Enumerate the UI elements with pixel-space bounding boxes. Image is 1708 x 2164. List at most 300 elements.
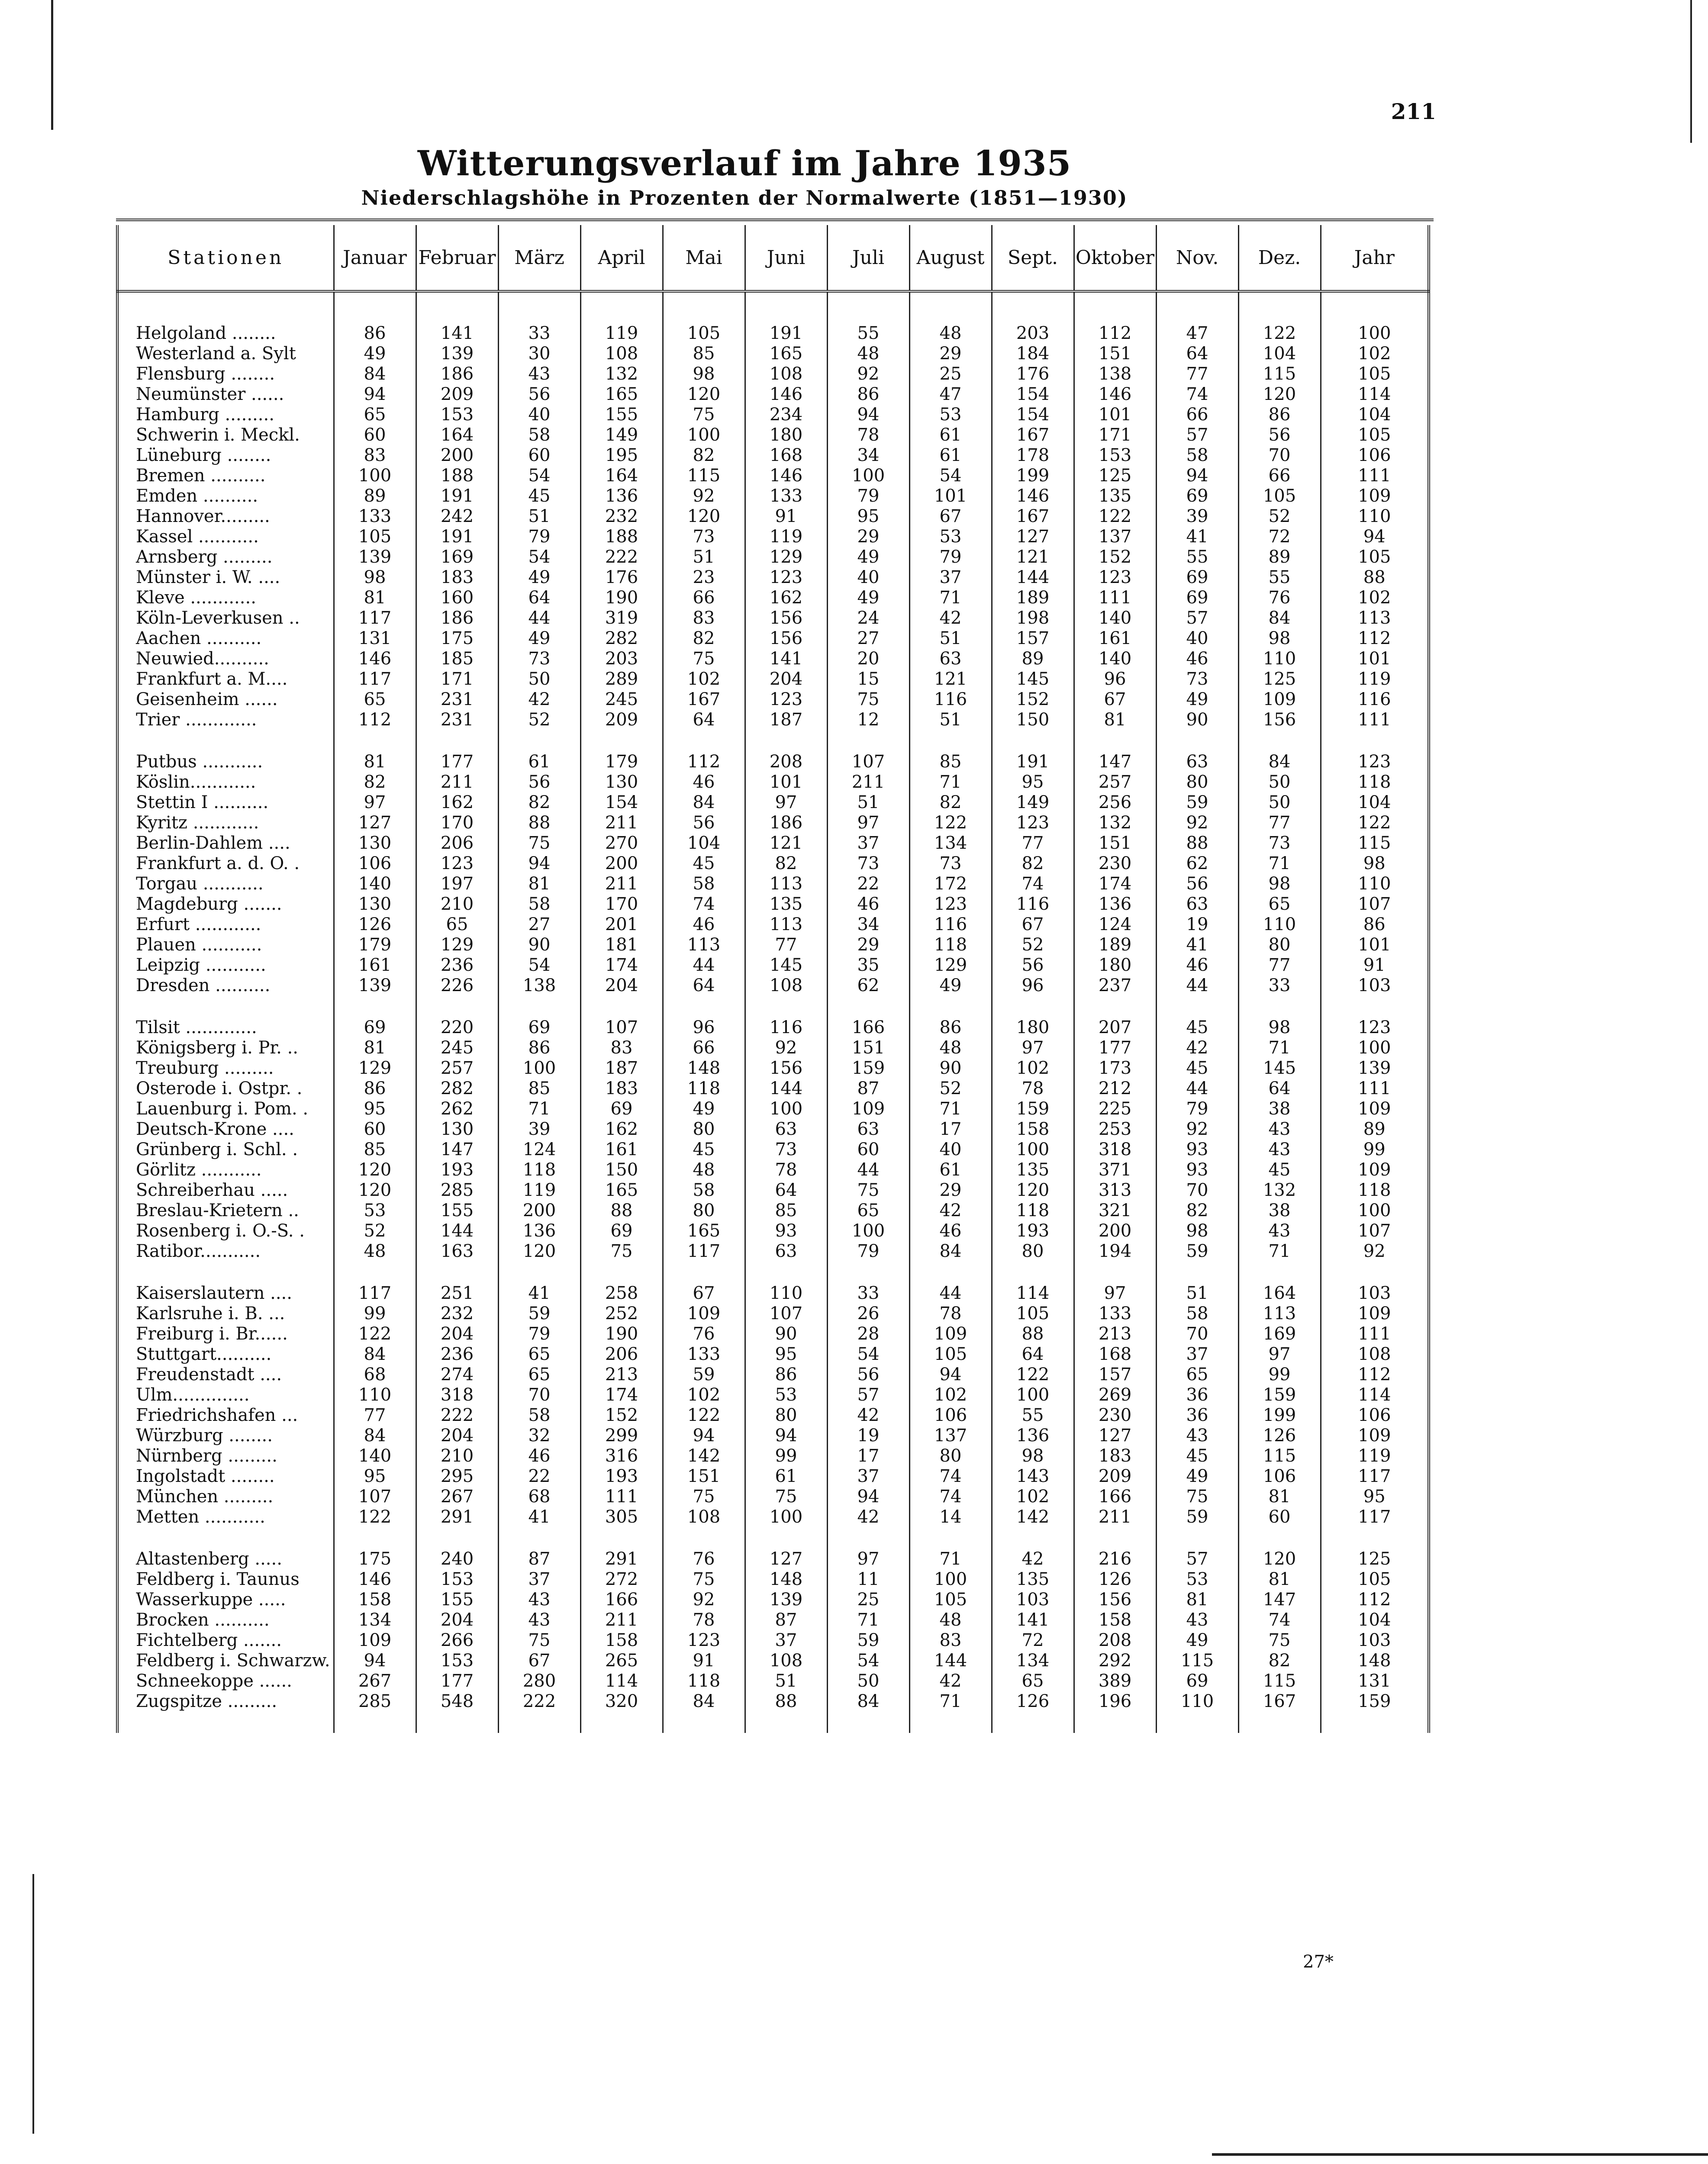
value-cell: 105 bbox=[663, 323, 745, 343]
value-cell: 109 bbox=[663, 1303, 745, 1324]
value-cell: 149 bbox=[992, 792, 1074, 812]
value-cell: 75 bbox=[1156, 1486, 1238, 1507]
station-name: München ......... bbox=[117, 1486, 334, 1507]
value-cell: 107 bbox=[334, 1486, 416, 1507]
value-cell: 95 bbox=[992, 772, 1074, 792]
value-cell: 102 bbox=[992, 1486, 1074, 1507]
station-name: Feldberg i. Schwarzw. bbox=[117, 1650, 334, 1671]
value-cell: 211 bbox=[416, 772, 498, 792]
table-row bbox=[117, 975, 1429, 995]
value-cell: 209 bbox=[580, 709, 663, 730]
value-cell: 204 bbox=[745, 669, 827, 689]
value-cell: 129 bbox=[909, 955, 992, 975]
value-cell: 82 bbox=[992, 853, 1074, 873]
value-cell: 78 bbox=[745, 1159, 827, 1180]
value-cell: 105 bbox=[1321, 1569, 1429, 1589]
table-row bbox=[117, 1324, 1429, 1344]
value-cell: 100 bbox=[334, 465, 416, 486]
value-cell: 29 bbox=[827, 526, 909, 547]
value-cell: 56 bbox=[1156, 873, 1238, 894]
value-cell: 181 bbox=[580, 934, 663, 955]
table-row bbox=[117, 1058, 1429, 1078]
value-cell: 86 bbox=[334, 323, 416, 343]
spacer-cell bbox=[1074, 1711, 1156, 1733]
value-cell: 92 bbox=[663, 1589, 745, 1610]
station-name: Lüneburg ........ bbox=[117, 445, 334, 465]
table-row bbox=[117, 833, 1429, 853]
value-cell: 66 bbox=[1156, 404, 1238, 425]
value-cell: 159 bbox=[1238, 1385, 1321, 1405]
value-cell: 199 bbox=[992, 465, 1074, 486]
value-cell: 58 bbox=[1156, 1303, 1238, 1324]
value-cell: 119 bbox=[580, 323, 663, 343]
value-cell: 82 bbox=[334, 772, 416, 792]
value-cell: 121 bbox=[745, 833, 827, 853]
value-cell: 44 bbox=[827, 1159, 909, 1180]
value-cell: 120 bbox=[663, 384, 745, 404]
value-cell: 48 bbox=[909, 1610, 992, 1630]
value-cell: 129 bbox=[745, 547, 827, 567]
value-cell: 169 bbox=[416, 547, 498, 567]
value-cell: 270 bbox=[580, 833, 663, 853]
value-cell: 52 bbox=[498, 709, 580, 730]
value-cell: 54 bbox=[498, 955, 580, 975]
value-cell: 175 bbox=[334, 1549, 416, 1569]
value-cell: 189 bbox=[992, 587, 1074, 608]
spacer-cell bbox=[1156, 1527, 1238, 1549]
value-cell: 49 bbox=[1156, 689, 1238, 709]
column-header: Nov. bbox=[1156, 225, 1238, 291]
value-cell: 189 bbox=[1074, 934, 1156, 955]
spacer-cell bbox=[745, 730, 827, 751]
value-cell: 48 bbox=[334, 1241, 416, 1261]
value-cell: 45 bbox=[498, 486, 580, 506]
value-cell: 143 bbox=[992, 1466, 1074, 1486]
spacer-cell bbox=[580, 1711, 663, 1733]
value-cell: 60 bbox=[334, 1119, 416, 1139]
value-cell: 251 bbox=[416, 1283, 498, 1303]
spacer-cell bbox=[663, 1261, 745, 1283]
value-cell: 53 bbox=[1156, 1569, 1238, 1589]
value-cell: 82 bbox=[909, 792, 992, 812]
value-cell: 99 bbox=[334, 1303, 416, 1324]
value-cell: 193 bbox=[580, 1466, 663, 1486]
station-name: Treuburg ......... bbox=[117, 1058, 334, 1078]
value-cell: 130 bbox=[580, 772, 663, 792]
value-cell: 77 bbox=[1238, 955, 1321, 975]
spacer-cell bbox=[580, 1527, 663, 1549]
value-cell: 71 bbox=[1238, 1241, 1321, 1261]
table-row bbox=[117, 1466, 1429, 1486]
value-cell: 101 bbox=[745, 772, 827, 792]
spacer-cell bbox=[416, 995, 498, 1017]
spacer-cell bbox=[1321, 1711, 1429, 1733]
value-cell: 107 bbox=[745, 1303, 827, 1324]
spacer-cell bbox=[1156, 995, 1238, 1017]
value-cell: 171 bbox=[416, 669, 498, 689]
value-cell: 80 bbox=[745, 1405, 827, 1425]
value-cell: 117 bbox=[1321, 1507, 1429, 1527]
value-cell: 40 bbox=[827, 567, 909, 587]
group-spacer-row bbox=[117, 1711, 1429, 1733]
value-cell: 58 bbox=[1156, 445, 1238, 465]
table-row bbox=[117, 526, 1429, 547]
value-cell: 167 bbox=[1238, 1691, 1321, 1711]
value-cell: 94 bbox=[745, 1425, 827, 1446]
value-cell: 107 bbox=[1321, 894, 1429, 914]
value-cell: 29 bbox=[909, 1180, 992, 1200]
value-cell: 55 bbox=[992, 1405, 1074, 1425]
value-cell: 98 bbox=[334, 567, 416, 587]
table-row bbox=[117, 934, 1429, 955]
value-cell: 118 bbox=[1321, 1180, 1429, 1200]
value-cell: 146 bbox=[745, 384, 827, 404]
value-cell: 208 bbox=[745, 751, 827, 772]
value-cell: 88 bbox=[992, 1324, 1074, 1344]
table-row bbox=[117, 1200, 1429, 1220]
value-cell: 110 bbox=[1238, 648, 1321, 669]
value-cell: 226 bbox=[416, 975, 498, 995]
value-cell: 110 bbox=[1321, 506, 1429, 526]
value-cell: 236 bbox=[416, 955, 498, 975]
spacer-cell bbox=[498, 730, 580, 751]
value-cell: 15 bbox=[827, 669, 909, 689]
spacer-cell bbox=[1238, 1711, 1321, 1733]
spacer-cell bbox=[745, 995, 827, 1017]
value-cell: 81 bbox=[498, 873, 580, 894]
value-cell: 145 bbox=[745, 955, 827, 975]
value-cell: 151 bbox=[827, 1037, 909, 1058]
page-footnote: 27* bbox=[1303, 1952, 1334, 1972]
value-cell: 72 bbox=[1238, 526, 1321, 547]
value-cell: 81 bbox=[1074, 709, 1156, 730]
value-cell: 78 bbox=[827, 425, 909, 445]
table-row bbox=[117, 1220, 1429, 1241]
value-cell: 82 bbox=[1156, 1200, 1238, 1220]
value-cell: 179 bbox=[580, 751, 663, 772]
value-cell: 85 bbox=[909, 751, 992, 772]
value-cell: 52 bbox=[909, 1078, 992, 1098]
value-cell: 56 bbox=[498, 384, 580, 404]
value-cell: 94 bbox=[1321, 526, 1429, 547]
value-cell: 156 bbox=[1074, 1589, 1156, 1610]
spacer-cell bbox=[827, 1711, 909, 1733]
value-cell: 165 bbox=[745, 343, 827, 364]
value-cell: 114 bbox=[992, 1283, 1074, 1303]
precipitation-table bbox=[116, 225, 1430, 1733]
value-cell: 94 bbox=[827, 404, 909, 425]
station-name: Magdeburg ....... bbox=[117, 894, 334, 914]
value-cell: 64 bbox=[663, 709, 745, 730]
spacer-cell bbox=[909, 1261, 992, 1283]
table-row bbox=[117, 751, 1429, 772]
table-row bbox=[117, 445, 1429, 465]
value-cell: 83 bbox=[334, 445, 416, 465]
value-cell: 80 bbox=[909, 1446, 992, 1466]
value-cell: 92 bbox=[745, 1037, 827, 1058]
value-cell: 85 bbox=[745, 1200, 827, 1220]
value-cell: 140 bbox=[1074, 608, 1156, 628]
value-cell: 318 bbox=[1074, 1139, 1156, 1159]
value-cell: 63 bbox=[1156, 751, 1238, 772]
value-cell: 51 bbox=[745, 1671, 827, 1691]
table-row bbox=[117, 1549, 1429, 1569]
spacer-cell bbox=[827, 1261, 909, 1283]
value-cell: 39 bbox=[498, 1119, 580, 1139]
value-cell: 146 bbox=[1074, 384, 1156, 404]
value-cell: 122 bbox=[663, 1405, 745, 1425]
table-row bbox=[117, 772, 1429, 792]
value-cell: 88 bbox=[580, 1200, 663, 1220]
table-row bbox=[117, 465, 1429, 486]
spacer-cell bbox=[663, 1527, 745, 1549]
value-cell: 133 bbox=[1074, 1303, 1156, 1324]
value-cell: 52 bbox=[1238, 506, 1321, 526]
value-cell: 285 bbox=[334, 1691, 416, 1711]
station-name: Kyritz ............ bbox=[117, 812, 334, 833]
value-cell: 105 bbox=[1321, 364, 1429, 384]
value-cell: 234 bbox=[745, 404, 827, 425]
value-cell: 209 bbox=[416, 384, 498, 404]
value-cell: 45 bbox=[1238, 1159, 1321, 1180]
value-cell: 73 bbox=[1156, 669, 1238, 689]
table-row bbox=[117, 1650, 1429, 1671]
station-name: Münster i. W. .... bbox=[117, 567, 334, 587]
value-cell: 85 bbox=[498, 1078, 580, 1098]
value-cell: 79 bbox=[1156, 1098, 1238, 1119]
value-cell: 54 bbox=[827, 1650, 909, 1671]
value-cell: 42 bbox=[909, 1200, 992, 1220]
spacer-cell bbox=[663, 730, 745, 751]
value-cell: 93 bbox=[1156, 1139, 1238, 1159]
value-cell: 126 bbox=[334, 914, 416, 934]
value-cell: 111 bbox=[1321, 709, 1429, 730]
spacer-cell bbox=[1321, 291, 1429, 323]
value-cell: 280 bbox=[498, 1671, 580, 1691]
value-cell: 80 bbox=[1156, 772, 1238, 792]
spacer-cell bbox=[1074, 291, 1156, 323]
value-cell: 79 bbox=[827, 486, 909, 506]
value-cell: 57 bbox=[1156, 608, 1238, 628]
value-cell: 142 bbox=[663, 1446, 745, 1466]
table-row bbox=[117, 567, 1429, 587]
station-name: Ulm.............. bbox=[117, 1385, 334, 1405]
value-cell: 132 bbox=[1238, 1180, 1321, 1200]
value-cell: 122 bbox=[1238, 323, 1321, 343]
value-cell: 168 bbox=[745, 445, 827, 465]
value-cell: 146 bbox=[334, 648, 416, 669]
spacer-cell bbox=[580, 291, 663, 323]
spacer-cell bbox=[580, 1261, 663, 1283]
value-cell: 282 bbox=[580, 628, 663, 648]
value-cell: 69 bbox=[1156, 587, 1238, 608]
spacer-cell bbox=[663, 291, 745, 323]
station-name: Altastenberg ..... bbox=[117, 1549, 334, 1569]
value-cell: 204 bbox=[416, 1610, 498, 1630]
table-row bbox=[117, 608, 1429, 628]
value-cell: 45 bbox=[663, 853, 745, 873]
value-cell: 106 bbox=[334, 853, 416, 873]
station-name: Ratibor........... bbox=[117, 1241, 334, 1261]
value-cell: 136 bbox=[1074, 894, 1156, 914]
value-cell: 120 bbox=[498, 1241, 580, 1261]
value-cell: 81 bbox=[1238, 1569, 1321, 1589]
value-cell: 108 bbox=[580, 343, 663, 364]
value-cell: 142 bbox=[992, 1507, 1074, 1527]
value-cell: 73 bbox=[827, 853, 909, 873]
value-cell: 129 bbox=[334, 1058, 416, 1078]
value-cell: 153 bbox=[416, 1650, 498, 1671]
spacer-cell bbox=[1156, 291, 1238, 323]
value-cell: 162 bbox=[416, 792, 498, 812]
value-cell: 85 bbox=[334, 1139, 416, 1159]
value-cell: 89 bbox=[1321, 1119, 1429, 1139]
value-cell: 88 bbox=[1156, 833, 1238, 853]
spacer-cell bbox=[1074, 1261, 1156, 1283]
value-cell: 75 bbox=[827, 689, 909, 709]
value-cell: 177 bbox=[416, 1671, 498, 1691]
station-name: Breslau-Krietern .. bbox=[117, 1200, 334, 1220]
value-cell: 125 bbox=[1238, 669, 1321, 689]
station-name: Flensburg ........ bbox=[117, 364, 334, 384]
value-cell: 164 bbox=[1238, 1283, 1321, 1303]
value-cell: 150 bbox=[992, 709, 1074, 730]
value-cell: 183 bbox=[1074, 1446, 1156, 1466]
value-cell: 212 bbox=[1074, 1078, 1156, 1098]
value-cell: 86 bbox=[827, 384, 909, 404]
value-cell: 152 bbox=[992, 689, 1074, 709]
value-cell: 63 bbox=[827, 1119, 909, 1139]
value-cell: 220 bbox=[416, 1017, 498, 1037]
value-cell: 109 bbox=[1321, 1303, 1429, 1324]
table-row bbox=[117, 894, 1429, 914]
value-cell: 90 bbox=[498, 934, 580, 955]
table-row bbox=[117, 1098, 1429, 1119]
value-cell: 28 bbox=[827, 1324, 909, 1344]
value-cell: 55 bbox=[827, 323, 909, 343]
value-cell: 81 bbox=[334, 587, 416, 608]
value-cell: 148 bbox=[663, 1058, 745, 1078]
station-name: Frankfurt a. M.... bbox=[117, 669, 334, 689]
value-cell: 141 bbox=[992, 1610, 1074, 1630]
table-row bbox=[117, 628, 1429, 648]
value-cell: 88 bbox=[1321, 567, 1429, 587]
value-cell: 138 bbox=[1074, 364, 1156, 384]
value-cell: 86 bbox=[1321, 914, 1429, 934]
value-cell: 86 bbox=[334, 1078, 416, 1098]
value-cell: 129 bbox=[416, 934, 498, 955]
value-cell: 134 bbox=[992, 1650, 1074, 1671]
value-cell: 48 bbox=[909, 323, 992, 343]
value-cell: 107 bbox=[1321, 1220, 1429, 1241]
value-cell: 29 bbox=[909, 343, 992, 364]
value-cell: 59 bbox=[663, 1364, 745, 1385]
value-cell: 167 bbox=[992, 506, 1074, 526]
spacer-cell bbox=[827, 291, 909, 323]
value-cell: 65 bbox=[416, 914, 498, 934]
value-cell: 216 bbox=[1074, 1549, 1156, 1569]
value-cell: 211 bbox=[827, 772, 909, 792]
value-cell: 90 bbox=[745, 1324, 827, 1344]
value-cell: 123 bbox=[909, 894, 992, 914]
spacer-cell bbox=[992, 730, 1074, 751]
table-row bbox=[117, 709, 1429, 730]
value-cell: 77 bbox=[1156, 364, 1238, 384]
value-cell: 54 bbox=[498, 547, 580, 567]
value-cell: 148 bbox=[745, 1569, 827, 1589]
value-cell: 65 bbox=[1238, 894, 1321, 914]
value-cell: 187 bbox=[745, 709, 827, 730]
value-cell: 116 bbox=[745, 1017, 827, 1037]
value-cell: 108 bbox=[1321, 1344, 1429, 1364]
value-cell: 94 bbox=[827, 1486, 909, 1507]
value-cell: 95 bbox=[334, 1466, 416, 1486]
station-name: Deutsch-Krone .... bbox=[117, 1119, 334, 1139]
value-cell: 185 bbox=[416, 648, 498, 669]
spacer-cell bbox=[992, 995, 1074, 1017]
station-name: Grünberg i. Schl. . bbox=[117, 1139, 334, 1159]
station-name: Dresden .......... bbox=[117, 975, 334, 995]
value-cell: 70 bbox=[1238, 445, 1321, 465]
value-cell: 112 bbox=[1074, 323, 1156, 343]
value-cell: 162 bbox=[580, 1119, 663, 1139]
value-cell: 48 bbox=[827, 343, 909, 364]
value-cell: 97 bbox=[827, 1549, 909, 1569]
value-cell: 44 bbox=[663, 955, 745, 975]
value-cell: 210 bbox=[416, 894, 498, 914]
table-row bbox=[117, 384, 1429, 404]
value-cell: 106 bbox=[1238, 1466, 1321, 1486]
value-cell: 154 bbox=[992, 384, 1074, 404]
spacer-cell bbox=[334, 730, 416, 751]
value-cell: 70 bbox=[498, 1385, 580, 1405]
value-cell: 166 bbox=[1074, 1486, 1156, 1507]
column-header: Januar bbox=[334, 225, 416, 291]
column-header: Jahr bbox=[1321, 225, 1429, 291]
value-cell: 112 bbox=[1321, 628, 1429, 648]
station-name: Frankfurt a. d. O. . bbox=[117, 853, 334, 873]
value-cell: 33 bbox=[827, 1283, 909, 1303]
column-header: Mai bbox=[663, 225, 745, 291]
spacer-cell bbox=[992, 1527, 1074, 1549]
value-cell: 65 bbox=[827, 1200, 909, 1220]
value-cell: 73 bbox=[745, 1139, 827, 1159]
value-cell: 60 bbox=[334, 425, 416, 445]
value-cell: 242 bbox=[416, 506, 498, 526]
value-cell: 95 bbox=[1321, 1486, 1429, 1507]
table-row bbox=[117, 1630, 1429, 1650]
value-cell: 64 bbox=[1156, 343, 1238, 364]
value-cell: 102 bbox=[992, 1058, 1074, 1078]
value-cell: 195 bbox=[580, 445, 663, 465]
value-cell: 84 bbox=[827, 1691, 909, 1711]
value-cell: 58 bbox=[498, 1405, 580, 1425]
table-row bbox=[117, 1405, 1429, 1425]
value-cell: 87 bbox=[498, 1549, 580, 1569]
station-name: Schwerin i. Meckl. bbox=[117, 425, 334, 445]
table-row bbox=[117, 1569, 1429, 1589]
value-cell: 144 bbox=[992, 567, 1074, 587]
value-cell: 165 bbox=[580, 384, 663, 404]
value-cell: 106 bbox=[1321, 1405, 1429, 1425]
value-cell: 90 bbox=[909, 1058, 992, 1078]
value-cell: 42 bbox=[909, 608, 992, 628]
value-cell: 75 bbox=[827, 1180, 909, 1200]
value-cell: 191 bbox=[416, 526, 498, 547]
value-cell: 17 bbox=[909, 1119, 992, 1139]
value-cell: 130 bbox=[334, 833, 416, 853]
value-cell: 232 bbox=[580, 506, 663, 526]
